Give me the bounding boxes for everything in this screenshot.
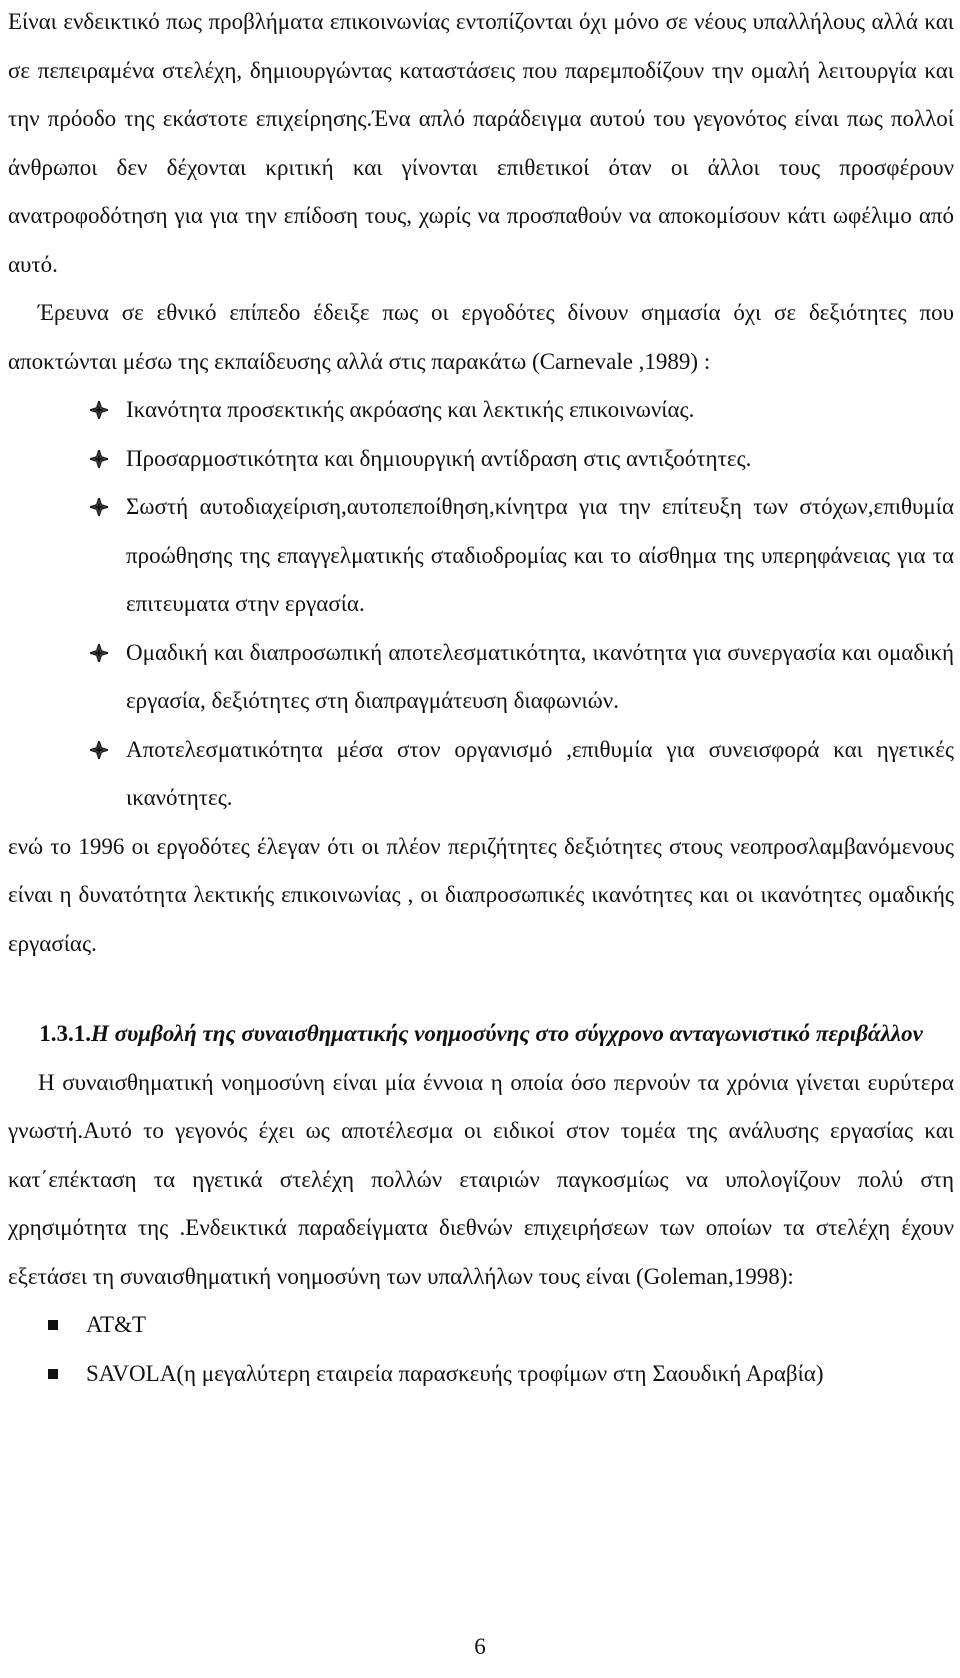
diamond-bullet-icon — [90, 498, 108, 516]
list-item — [126, 726, 954, 823]
paragraph-communication-problems: Είναι ενδεικτικό πως προβλήματα επικοινωνίας εντοπίζονται όχι μόνο σε νέους υπαλλήλους αλλά και σε πεπειραμένα στελέχη, δημιουργώντας καταστάσεις που παρεμποδίζουν την ομαλή λειτουργία και την πρόοδο της εκάστοτε επιχείρησης.Ένα απλό παράδειγμα αυτού του γεγονότος είναι πως πολλοί άνθρωποι δεν δέχονται κριτική και γίνονται επιθετικοί όταν οι άλλοι τους προσφέρουν ανατροφοδότηση για για την επίδοση τους, χωρίς να προσπαθούν να αποκομίσουν κάτι ωφέλιμο από αυτό. — [8, 9, 954, 277]
skills-list — [8, 386, 954, 823]
companies-list — [8, 1301, 954, 1398]
list-item — [126, 629, 954, 726]
section-title: Η συμβολή της συναισθηματικής νοημοσύνης στο σύγχρονο ανταγωνιστικό περιβάλλον — [90, 1021, 923, 1046]
list-item — [126, 386, 954, 435]
page-number: 6 — [474, 1634, 486, 1659]
diamond-bullet-icon — [90, 450, 108, 468]
list-item — [126, 483, 954, 629]
diamond-bullet-icon — [90, 401, 108, 419]
diamond-bullet-icon — [90, 644, 108, 662]
square-bullet-icon — [48, 1320, 58, 1330]
company-text: AT&T — [86, 1312, 147, 1337]
paragraph-research: Έρευνα σε εθνικό επίπεδο έδειξε πως οι εργοδότες δίνουν σημασία όχι σε δεξιότητες που αποκτώνται μέσω της εκπαίδευσης αλλά στις παρακάτω (Carnevale ,1989) : — [8, 300, 954, 374]
list-item — [86, 1350, 954, 1399]
paragraph-emotional-intelligence: Η συναισθηματική νοημοσύνη είναι μία έννοια η οποία όσο περνούν τα χρόνια γίνεται ευρύτερα γνωστή.Αυτό το γεγονός έχει ως αποτέλεσμα οι ειδικοί στον τομέα της ανάλυσης εργασίας και κατ΄επέκταση τα ηγετικά στελέχη πολλών εταιριών παγκοσμίως να υπολογίζουν πολύ στη χρησιμότητα της .Ενδεικτικά παραδείγματα διεθνών επιχειρήσεων των οποίων τα στελέχη έχουν εξετάσει τη συναισθηματική νοημοσύνη των υπαλλήλων τους είναι (Goleman,1998): — [8, 1069, 954, 1289]
section-number: 1.3.1. — [39, 1021, 91, 1046]
list-item — [86, 1301, 954, 1350]
square-bullet-icon — [48, 1369, 58, 1379]
diamond-bullet-icon — [90, 741, 108, 759]
skill-text: Σωστή αυτοδιαχείριση,αυτοπεποίθηση,κίνητρα για την επίτευξη των στόχων,επιθυμία προώθησης της επαγγελματικής σταδιοδρομίας και το αίσθημα της υπερηφάνειας για τα επιτευματα στην εργασία. — [126, 494, 954, 616]
company-text: SAVOLA(η μεγαλύτερη εταιρεία παρασκευής τροφίμων στη Σαουδική Αραβία) — [86, 1360, 824, 1386]
skill-text: Αποτελεσματικότητα μέσα στον οργανισμό ,επιθυμία για συνεισφορά και ηγετικές ικανότητες. — [126, 736, 954, 810]
skill-text: Ομαδική και διαπροσωπική αποτελεσματικότητα, ικανότητα για συνεργασία και ομαδική εργασία, δεξιότητες στη διαπραγμάτευση διαφωνιών. — [126, 639, 954, 713]
skill-text: Προσαρμοστικότητα και δημιουργική αντίδραση στις αντιξοότητες. — [126, 445, 752, 471]
section-heading — [8, 1010, 954, 1059]
skill-text: Ικανότητα προσεκτικής ακρόασης και λεκτικής επικοινωνίας. — [126, 397, 695, 422]
list-item — [126, 435, 954, 484]
paragraph-1996-employers: ενώ το 1996 οι εργοδότες έλεγαν ότι οι πλέον περιζήτητες δεξιότητες στους νεοπροσλαμβανόμενους είναι η δυνατότητα λεκτικής επικοινωνίας , οι διαπροσωπικές ικανότητες και οι ικανότητες ομαδικής εργασίας. — [8, 833, 954, 956]
